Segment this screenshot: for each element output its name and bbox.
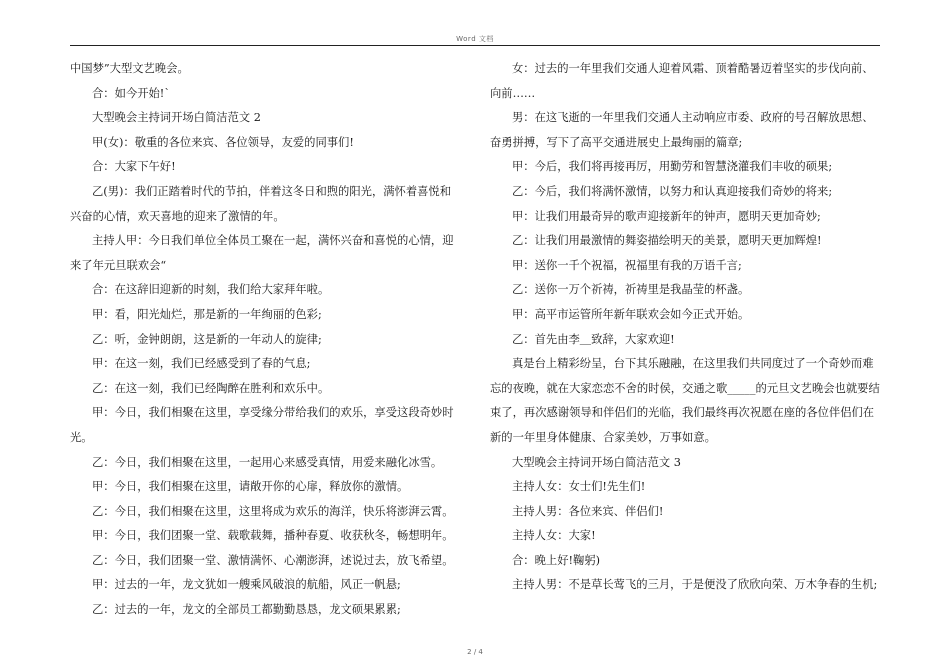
paragraph: 主持人女：女士们!先生们! [512, 480, 646, 494]
paragraph: 乙：在这一刻，我们已经陶醉在胜利和欢乐中。 [92, 381, 330, 395]
paragraph: 甲：过去的一年，龙文犹如一艘乘风破浪的航船，风正一帆悬; [92, 578, 401, 592]
paragraph: 乙(男)：我们正踏着时代的节拍，伴着这冬日和煦的阳光，满怀着喜悦和兴奋的心情，欢天喜地的迎来了激情的年。 [70, 184, 452, 223]
paragraph: 乙：今日，我们团聚一堂、激情满怀、心潮澎湃，述说过去，放飞希望。 [92, 553, 454, 567]
paragraph: 主持人女：大家! [512, 529, 596, 543]
paragraph: 甲：今后，我们将再接再厉，用勤劳和智慧浇灌我们丰收的硕果; [512, 160, 833, 174]
paragraph: 甲：今日，我们相聚在这里，请敞开你的心扉，释放你的激情。 [92, 480, 409, 494]
paragraph: 乙：今日，我们相聚在这里，这里将成为欢乐的海洋，快乐将澎湃云霄。 [92, 504, 454, 518]
paragraph: 女：过去的一年里我们交通人迎着风霜、顶着酷暑迈着坚实的步伐向前、向前…… [490, 62, 874, 100]
paragraph: 合：在这辞旧迎新的时刻，我们给大家拜年啦。 [92, 283, 330, 297]
paragraph: 甲：高平市运管所年新年联欢会如今正式开始。 [512, 307, 750, 321]
paragraph: 乙：今后，我们将满怀激情，以努力和认真迎接我们奇妙的将来; [512, 184, 833, 198]
paragraph: 甲：在这一刻，我们已经感受到了春的气息; [92, 357, 311, 371]
paragraph: 甲：让我们用最奇异的歌声迎接新年的钟声，愿明天更加奇妙; [512, 209, 821, 223]
paragraph: 合：如今开始!` [92, 86, 170, 100]
paragraph: 甲：今日，我们团聚一堂、载歌载舞，播种春夏、收获秋冬，畅想明年。 [92, 529, 454, 543]
paragraph: 甲：看，阳光灿烂，那是新的一年绚丽的色彩; [92, 307, 322, 321]
paragraph: 中国梦”大型文艺晚会。 [70, 62, 189, 75]
paragraph: 合：大家下午好! [92, 160, 176, 174]
right-column [490, 57, 880, 598]
paragraph: 甲：送你一千个祝福，祝福里有我的万语千言; [512, 258, 742, 272]
paragraph: 主持人男：各位来宾、伴侣们! [512, 504, 664, 518]
paragraph: 真是台上精彩纷呈，台下其乐融融，在这里我们共同度过了一个奇妙而难忘的夜晚，就在大家恋恋不舍的时侯，交通之歌_____的元旦文艺晚会也就要结束了，再次感谢领导和伴侣们的光临，我们最终再次祝愿在座的各位伴侣们在新的一年里身体健康、合家美妙，万事如意。 [490, 357, 880, 444]
paragraph: 乙：听，金钟朗朗，这是新的一年动人的旋律; [92, 332, 322, 346]
paragraph: 主持人甲：今日我们单位全体员工聚在一起，满怀兴奋和喜悦的心情，迎来了年元旦联欢会“ [70, 234, 454, 272]
paragraph: 乙：过去的一年，龙文的全部员工都勤勤恳恳，龙文硕果累累; [92, 603, 401, 617]
paragraph: 甲(女)：敬重的各位来宾、各位领导，友爱的同事们! [92, 135, 354, 149]
paragraph: 乙：今日，我们相聚在这里，一起用心来感受真情，用爱来融化冰雪。 [92, 455, 443, 469]
page-header: Word 文档 [456, 35, 494, 43]
paragraph: 甲：今日，我们相聚在这里，享受缘分带给我们的欢乐，享受这段奇妙时光。 [70, 406, 454, 444]
paragraph: 大型晚会主持词开场白简洁范文 3 [512, 455, 681, 469]
page-number: 2 / 4 [467, 648, 483, 656]
paragraph: 乙：送你一万个祈祷，祈祷里是我晶莹的杯盏。 [512, 283, 750, 297]
paragraph: 乙：让我们用最激情的舞姿描绘明天的美景，愿明天更加辉煌! [512, 234, 822, 248]
paragraph: 主持人男：不是草长莺飞的三月，于是便没了欣欣向荣、万木争春的生机; [512, 578, 878, 592]
paragraph: 大型晚会主持词开场白简洁范文 2 [92, 111, 261, 125]
paragraph: 乙：首先由李＿致辞，大家欢迎! [512, 332, 675, 346]
paragraph: 合：晚上好!鞠躬) [512, 553, 601, 567]
paragraph: 男：在这飞逝的一年里我们交通人主动响应市委、政府的号召解放思想、奋勇拼搏，写下了高平交通进展史上最绚丽的篇章; [490, 111, 874, 149]
header-divider [70, 45, 880, 46]
left-column [70, 57, 460, 623]
